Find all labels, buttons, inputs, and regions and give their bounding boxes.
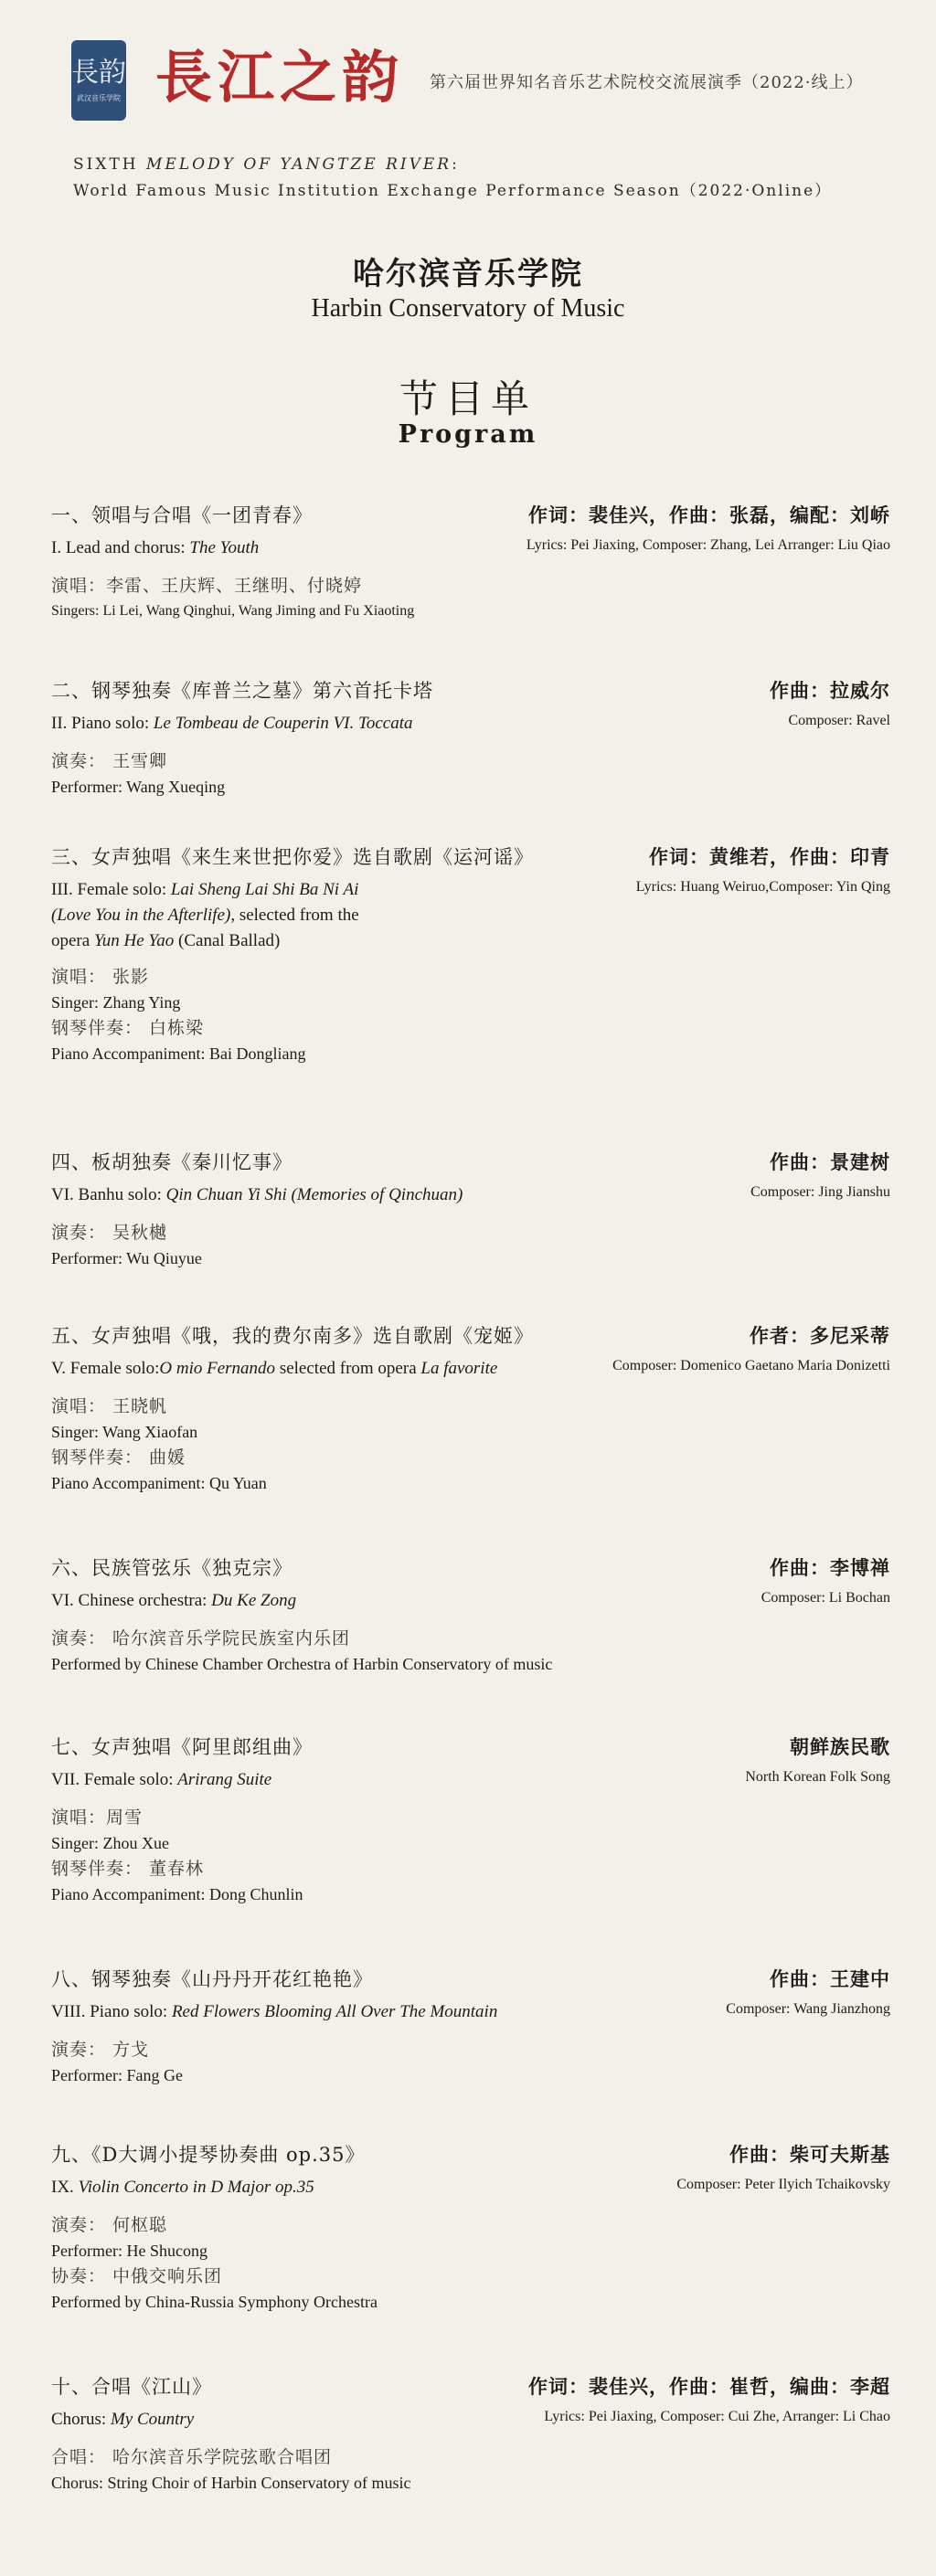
item-header-row: [51, 1321, 890, 1356]
title-en-text: VI. Chinese orchestra:: [51, 1591, 212, 1610]
item-english-row: [51, 711, 890, 738]
title-en-work: (Love You in the Afterlife): [51, 906, 231, 925]
item-title-en: [51, 711, 890, 737]
item-credit-cn: 作曲：李博禅: [770, 1556, 890, 1579]
item-title-cn: 二、钢琴独奏《库普兰之墓》第六首托卡塔: [51, 680, 433, 702]
performer-cn: 演奏： 方戈: [51, 2040, 150, 2060]
item-english-row: [51, 1356, 890, 1383]
item-english-row: [51, 1999, 890, 2027]
title-en-work: Violin Concerto in D Major op.35: [78, 2178, 314, 2197]
title-en-text: III. Female solo:: [51, 880, 171, 899]
item-header-row: [51, 1965, 890, 1999]
performer-cn: 演奏： 何枢聪: [51, 2215, 168, 2235]
program-item: [51, 2140, 890, 2314]
item-credit-cn: 朝鲜族民歌: [790, 1735, 890, 1758]
program-item: [51, 1553, 890, 1676]
item-credit-en: Composer: Li Bochan: [760, 1590, 890, 1606]
performer-en: Performer: He Shucong: [51, 2242, 207, 2260]
season-title-cn: 第六届世界知名音乐艺术院校交流展演季（2022·线上）: [430, 73, 864, 92]
title-en-work: La favorite: [420, 1359, 498, 1378]
program-heading-en: Program: [398, 420, 538, 449]
performer-cn: 演奏： 哈尔滨音乐学院民族室内乐团: [51, 1628, 351, 1648]
season-title-en: World Famous Music Institution Exchange Performance Season（2022·Online）: [73, 182, 833, 200]
performer-cn: 演唱：周雪: [51, 1807, 144, 1828]
performer-en: Performer: Wang Xueqing: [51, 778, 226, 796]
performer-en: Performer: Wu Qiuyue: [51, 1249, 202, 1267]
item-credit-cn: 作曲：柴可夫斯基: [729, 2143, 890, 2166]
item-english-row: [51, 1588, 890, 1616]
item-title-cn: 七、女声独唱《阿里郎组曲》: [51, 1736, 313, 1758]
item-english-row: [51, 2175, 890, 2202]
performer-cn: 演奏： 吴秋樾: [51, 1223, 168, 1243]
item-title-en: [51, 928, 890, 954]
program-item: [51, 1148, 890, 1270]
title-en-work: Red Flowers Blooming All Over The Mountain: [171, 2002, 498, 2021]
item-title-cn: 十、合唱《江山》: [51, 2376, 212, 2398]
performer-en: Singer: Zhang Ying: [51, 993, 181, 1012]
item-credit-cn: 作词：裴佳兴，作曲：张磊，编配：刘峤: [528, 504, 890, 526]
item-credit-en: Lyrics: Pei Jiaxing, Composer: Cui Zhe, Arranger: Li Chao: [544, 2409, 890, 2424]
item-header-row: [51, 843, 890, 877]
performer-cn: 钢琴伴奏： 曲媛: [51, 1447, 186, 1468]
item-title-en: [51, 903, 890, 928]
performer-cn: 合唱： 哈尔滨音乐学院弦歌合唱团: [51, 2447, 333, 2467]
performer-cn: 钢琴伴奏： 白栋梁: [51, 1018, 205, 1038]
item-english-row: [51, 877, 890, 954]
title-en-text: I. Lead and chorus:: [51, 538, 190, 557]
season-subtitle-en: SIXTH MELODY OF YANGTZE RIVER:: [73, 155, 460, 174]
performer-cn: 演唱： 张影: [51, 967, 150, 987]
item-english-row: [51, 2407, 890, 2434]
item-title-cn: 一、领唱与合唱《一团青春》: [51, 504, 313, 526]
title-en-text: VI. Banhu solo:: [51, 1185, 166, 1204]
program-item: [51, 1321, 890, 1495]
item-header-row: [51, 1148, 890, 1182]
item-title-cn: 九、《D大调小提琴协奏曲 op.35》: [51, 2144, 366, 2166]
program-item: [51, 2372, 890, 2495]
title-en-text: Chorus:: [51, 2410, 111, 2429]
item-credit-en: Composer: Jing Jianshu: [750, 1184, 890, 1200]
program-item: [51, 1965, 890, 2087]
program-item: [51, 676, 890, 799]
title-en-text: VII. Female solo:: [51, 1770, 178, 1789]
title-en-text: (Canal Ballad): [174, 931, 281, 950]
item-header-row: [51, 501, 890, 535]
performer-en: Piano Accompaniment: Qu Yuan: [51, 1474, 267, 1492]
item-header-row: [51, 2140, 890, 2175]
title-en-work: Lai Sheng Lai Shi Ba Ni Ai: [170, 880, 359, 899]
title-en-work: Arirang Suite: [177, 1770, 272, 1789]
item-credit-en: Lyrics: Huang Weiruo,Composer: Yin Qing: [635, 879, 890, 895]
title-en-text: , selected from the: [230, 906, 359, 925]
title-en-text: V. Female solo:: [51, 1359, 160, 1378]
item-credit-cn: 作者：多尼采蒂: [750, 1324, 890, 1347]
item-english-row: [51, 1182, 890, 1210]
item-credit-en: Composer: Domenico Gaetano Maria Donizetti: [612, 1358, 890, 1373]
item-credit-en: Lyrics: Pei Jiaxing, Composer: Zhang, Lei Arranger: Liu Qiao: [526, 537, 890, 553]
program-heading-cn: 节目单: [399, 376, 537, 421]
school-name-cn: 哈尔滨音乐学院: [353, 256, 583, 292]
item-header-row: [51, 1553, 890, 1588]
festival-seal-logo: 長韵 武汉音乐学院: [71, 40, 126, 121]
item-credit-en: Composer: Wang Jianzhong: [726, 2001, 890, 2017]
item-credit-cn: 作曲：景建树: [770, 1150, 890, 1173]
item-credit-cn: 作曲：王建中: [770, 1967, 890, 1990]
title-en-text: opera: [51, 931, 94, 950]
item-header-row: [51, 2372, 890, 2407]
performer-cn: 钢琴伴奏： 董春林: [51, 1859, 205, 1879]
program-item: [51, 501, 890, 623]
performer-en: Singer: Wang Xiaofan: [51, 1423, 198, 1441]
title-en-text: II. Piano solo:: [51, 714, 154, 733]
program-item: [51, 843, 890, 1065]
item-credit-en: Composer: Ravel: [788, 713, 890, 728]
performer-en: Singers: Li Lei, Wang Qinghui, Wang Jiming and Fu Xiaoting: [51, 603, 415, 619]
title-en-work: The Youth: [189, 538, 260, 557]
performer-en: Piano Accompaniment: Dong Chunlin: [51, 1885, 303, 1903]
item-header-row: [51, 676, 890, 711]
title-en-work: Du Ke Zong: [211, 1591, 297, 1610]
item-title-cn: 三、女声独唱《来生来世把你爱》选自歌剧《运河谣》: [51, 846, 534, 868]
title-en-work: O mio Fernando: [159, 1359, 276, 1378]
title-en-work: Le Tombeau de Couperin VI. Toccata: [153, 714, 413, 733]
item-credit-cn: 作词：黄维若，作曲：印青: [649, 845, 890, 868]
item-english-row: [51, 1767, 890, 1795]
performer-en: Singer: Zhou Xue: [51, 1834, 169, 1852]
item-title-cn: 五、女声独唱《哦，我的费尔南多》选自歌剧《宠姬》: [51, 1325, 534, 1347]
performer-en: Performed by China-Russia Symphony Orchestra: [51, 2293, 378, 2311]
title-en-text: VIII. Piano solo:: [51, 2002, 172, 2021]
item-credit-cn: 作词：裴佳兴，作曲：崔哲，编曲：李超: [528, 2375, 890, 2398]
performer-en: Piano Accompaniment: Bai Dongliang: [51, 1044, 306, 1063]
performer-cn: 演唱：李雷、王庆辉、王继明、付晓婷: [51, 576, 363, 596]
performer-en: Chorus: String Choir of Harbin Conservatory of music: [51, 2474, 411, 2492]
performer-cn: 协奏： 中俄交响乐团: [51, 2266, 223, 2286]
item-credit-en: North Korean Folk Song: [745, 1769, 890, 1785]
school-name-en: Harbin Conservatory of Music: [311, 294, 625, 323]
title-en-work: Yun He Yao: [93, 931, 175, 950]
item-english-row: [51, 535, 890, 563]
header: [71, 40, 894, 205]
item-credit-cn: 作曲：拉威尔: [770, 679, 890, 702]
program-item: [51, 1733, 890, 1906]
performer-cn: 演奏： 王雪卿: [51, 751, 168, 771]
item-title-cn: 四、板胡独奏《秦川忆事》: [51, 1151, 292, 1173]
performer-cn: 演唱： 王晓帆: [51, 1396, 168, 1416]
performer-en: Performer: Fang Ge: [51, 2066, 183, 2084]
festival-brand-title: 長江之韵: [155, 44, 405, 111]
title-en-text: selected from opera: [275, 1359, 421, 1378]
item-credit-en: Composer: Peter Ilyich Tchaikovsky: [676, 2177, 890, 2192]
item-title-cn: 八、钢琴独奏《山丹丹开花红艳艳》: [51, 1968, 373, 1990]
title-en-text: IX.: [51, 2178, 79, 2197]
performer-en: Performed by Chinese Chamber Orchestra of Harbin Conservatory of music: [51, 1655, 553, 1673]
title-en-work: My Country: [110, 2410, 195, 2429]
item-title-cn: 六、民族管弦乐《独克宗》: [51, 1557, 292, 1579]
title-en-work: Qin Chuan Yi Shi (Memories of Qinchuan): [165, 1185, 463, 1204]
item-header-row: [51, 1733, 890, 1767]
